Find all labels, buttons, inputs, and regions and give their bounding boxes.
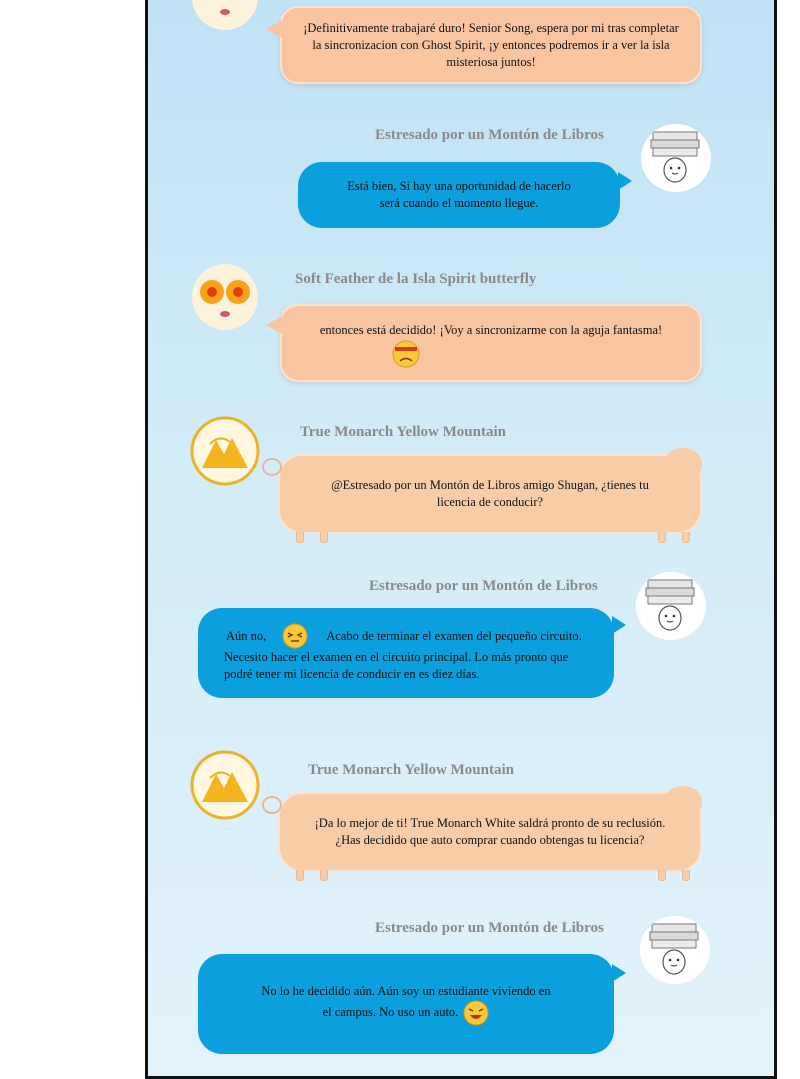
chat-panel bbox=[145, 0, 777, 1079]
message-text: entonces está decidido! ¡Voy a sincronizarme con la aguja fantasma! bbox=[319, 323, 663, 337]
sender-name: Estresado por un Montón de Libros bbox=[375, 127, 604, 143]
message-text: Está bien, Si hay una oportunidad de hacerlo será cuando el momento llegue. bbox=[347, 179, 571, 210]
message-text: @Estresado por un Montón de Libros amigo Shugan, ¿tienes tu licencia de conducir? bbox=[331, 478, 649, 509]
book-stack-avatar-icon[interactable] bbox=[640, 916, 710, 984]
flower-glasses-avatar-icon[interactable] bbox=[192, 0, 258, 30]
sender-name: Estresado por un Montón de Libros bbox=[369, 578, 598, 594]
pig-tail-icon bbox=[262, 796, 282, 814]
book-stack-avatar-icon[interactable] bbox=[636, 572, 706, 640]
pig-tail-icon bbox=[262, 458, 282, 476]
pig-leg bbox=[296, 532, 304, 543]
yellow-mountain-avatar-icon[interactable] bbox=[190, 750, 260, 820]
bubble-tail bbox=[266, 316, 282, 334]
pig-head-icon bbox=[664, 786, 702, 816]
flower-glasses-avatar-icon[interactable] bbox=[192, 264, 258, 330]
pig-leg bbox=[682, 532, 690, 543]
squint-emoji-icon bbox=[282, 623, 308, 649]
message-bubble bbox=[298, 162, 620, 228]
message-text: ¡Definitivamente trabajaré duro! Senior Song, espera por mi tras completar la sincronizacion con Ghost Spirit, ¡y entonces podremos ir a ver la isla misteriosa juntos! bbox=[303, 20, 679, 69]
sender-name: Soft Feather de la Isla Spirit butterfly bbox=[295, 271, 537, 287]
sender-name: True Monarch Yellow Mountain bbox=[308, 762, 514, 778]
bubble-tail bbox=[612, 616, 626, 634]
pig-head-icon bbox=[664, 448, 702, 478]
pig-leg bbox=[658, 532, 666, 543]
sender-name: Estresado por un Montón de Libros bbox=[375, 920, 604, 936]
pig-leg bbox=[320, 532, 328, 543]
pig-leg bbox=[320, 870, 328, 881]
message-text-after: Acabo de terminar el examen del pequeño circuito. bbox=[326, 628, 582, 643]
message-text-rest: Necesito hacer el examen en el circuito principal. Lo más pronto que podré tener mi licencia de conducir en es diez días. bbox=[224, 650, 569, 681]
message-bubble bbox=[198, 954, 614, 1054]
bubble-tail bbox=[618, 172, 632, 190]
message-bubble bbox=[198, 608, 614, 698]
book-stack-avatar-icon[interactable] bbox=[641, 124, 711, 192]
message-bubble bbox=[280, 304, 702, 382]
angry-emoji-icon bbox=[392, 340, 420, 368]
bubble-tail bbox=[612, 964, 626, 982]
yellow-mountain-avatar-icon[interactable] bbox=[190, 416, 260, 486]
message-bubble bbox=[278, 454, 702, 534]
message-bubble bbox=[280, 6, 702, 84]
bubble-tail bbox=[266, 20, 282, 38]
laughing-emoji-icon bbox=[463, 1000, 489, 1026]
message-text: ¡Da lo mejor de ti! True Monarch White saldrá pronto de su reclusión. ¿Has decidido que auto comprar cuando obtengas tu licencia? bbox=[314, 816, 666, 847]
pig-leg bbox=[296, 870, 304, 881]
message-text: No lo he decidido aún. Aún soy un estudiante viviendo en el campus. No uso un auto. bbox=[261, 983, 551, 1019]
sender-name: True Monarch Yellow Mountain bbox=[300, 424, 506, 440]
message-text-before: Aún no, bbox=[226, 628, 267, 643]
pig-leg bbox=[682, 870, 690, 881]
message-bubble bbox=[278, 792, 702, 872]
pig-leg bbox=[658, 870, 666, 881]
